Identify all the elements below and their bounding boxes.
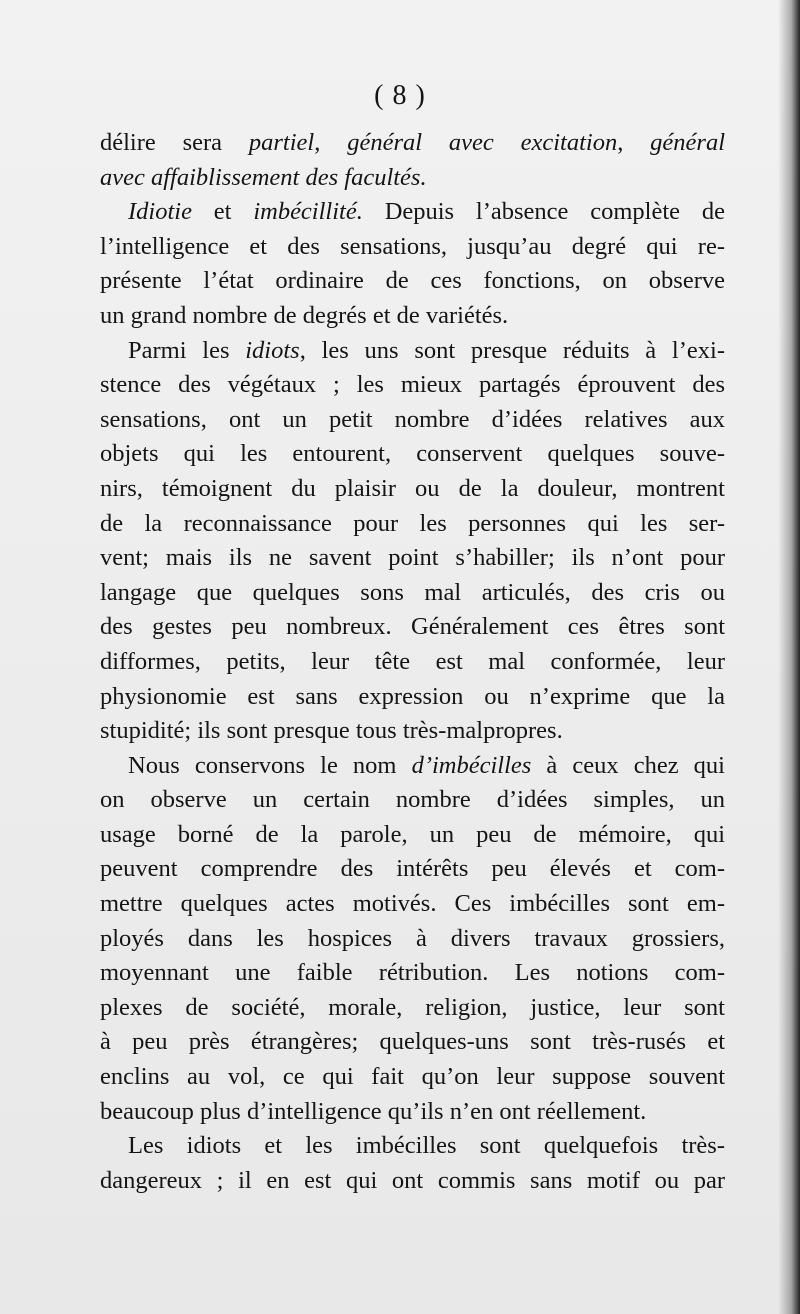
- text-line: [100, 161, 725, 196]
- text-line: stupidité; ils sont presque tous très-malpropres.: [100, 717, 563, 745]
- page-edge-shadow: [778, 0, 800, 1314]
- text-run: Nous conservons le nom: [128, 751, 412, 779]
- text-run: délire sera: [100, 129, 249, 156]
- text-line: de la reconnaissance pour les personnes qui les ser-: [100, 509, 725, 537]
- text-line: ployés dans les hospices à divers travaux grossiers,: [100, 924, 725, 952]
- text-run: , les uns sont presque réduits à l’exi-: [299, 336, 725, 364]
- text-line: [100, 334, 725, 369]
- text-line: Les idiots et les imbécilles sont quelquefois très-: [128, 1132, 725, 1160]
- text-run: Depuis l’absence complète de: [362, 198, 725, 226]
- italic-term: général avec excitation: [347, 129, 618, 156]
- italic-term: partiel: [248, 129, 315, 156]
- text-line: nirs, témoignent du plaisir ou de la douleur, montrent: [100, 474, 725, 502]
- text-line: l’intelligence et des sensations, jusqu’au degré qui re-: [100, 232, 725, 260]
- text-line: des gestes peu nombreux. Généralement ces êtres sont: [100, 613, 725, 641]
- body-text: [100, 126, 725, 1198]
- text-run: ,: [617, 129, 651, 156]
- page-number: ( 8 ): [374, 80, 426, 111]
- italic-term: avec affaiblissement des facultés.: [100, 163, 427, 191]
- italic-term: général: [650, 129, 726, 156]
- text-line: présente l’état ordinaire de ces fonctions, on observe: [100, 267, 725, 295]
- text-line: sensations, ont un petit nombre d’idées relatives aux: [100, 405, 725, 433]
- text-line: difformes, petits, leur tête est mal conformée, leur: [100, 647, 725, 675]
- italic-term: d’imbécilles: [411, 751, 532, 779]
- text-line: langage que quelques sons mal articulés, des cris ou: [100, 578, 725, 606]
- text-line: moyennant une faible rétribution. Les notions com-: [100, 959, 725, 987]
- text-line: un grand nombre de degrés et de variétés.: [100, 301, 509, 329]
- text-line: dangereux ; il en est qui ont commis sans motif ou par: [100, 1166, 725, 1194]
- text-line: vent; mais ils ne savent point s’habiller; ils n’ont pour: [100, 544, 725, 572]
- text-line: [100, 195, 725, 230]
- text-run: à ceux chez qui: [531, 751, 725, 779]
- text-line: [100, 749, 725, 784]
- text-line: enclins au vol, ce qui fait qu’on leur suppose souvent: [100, 1063, 725, 1091]
- italic-term: idiots: [245, 336, 300, 364]
- text-run: ,: [314, 129, 348, 156]
- text-run: Parmi les: [128, 336, 246, 364]
- text-line: on observe un certain nombre d’idées simples, un: [100, 786, 725, 814]
- italic-term: imbécillité.: [253, 198, 363, 226]
- text-line: [100, 126, 725, 161]
- text-line: physionomie est sans expression ou n’exprime que la: [100, 682, 725, 710]
- text-line: beaucoup plus d’intelligence qu’ils n’en ont réellement.: [100, 1097, 647, 1125]
- text-line: mettre quelques actes motivés. Ces imbécilles sont em-: [100, 890, 725, 918]
- text-line: objets qui les entourent, conservent quelques souve-: [100, 440, 725, 468]
- text-line: peuvent comprendre des intérêts peu élevés et com-: [100, 855, 725, 883]
- italic-term: Idiotie: [128, 198, 192, 226]
- text-line: stence des végétaux ; les mieux partagés éprouvent des: [100, 371, 725, 399]
- text-line: à peu près étrangères; quelques-uns sont très-rusés et: [100, 1028, 725, 1056]
- text-run: et: [191, 198, 254, 226]
- text-line: plexes de société, morale, religion, justice, leur sont: [100, 993, 725, 1021]
- text-line: usage borné de la parole, un peu de mémoire, qui: [100, 820, 725, 848]
